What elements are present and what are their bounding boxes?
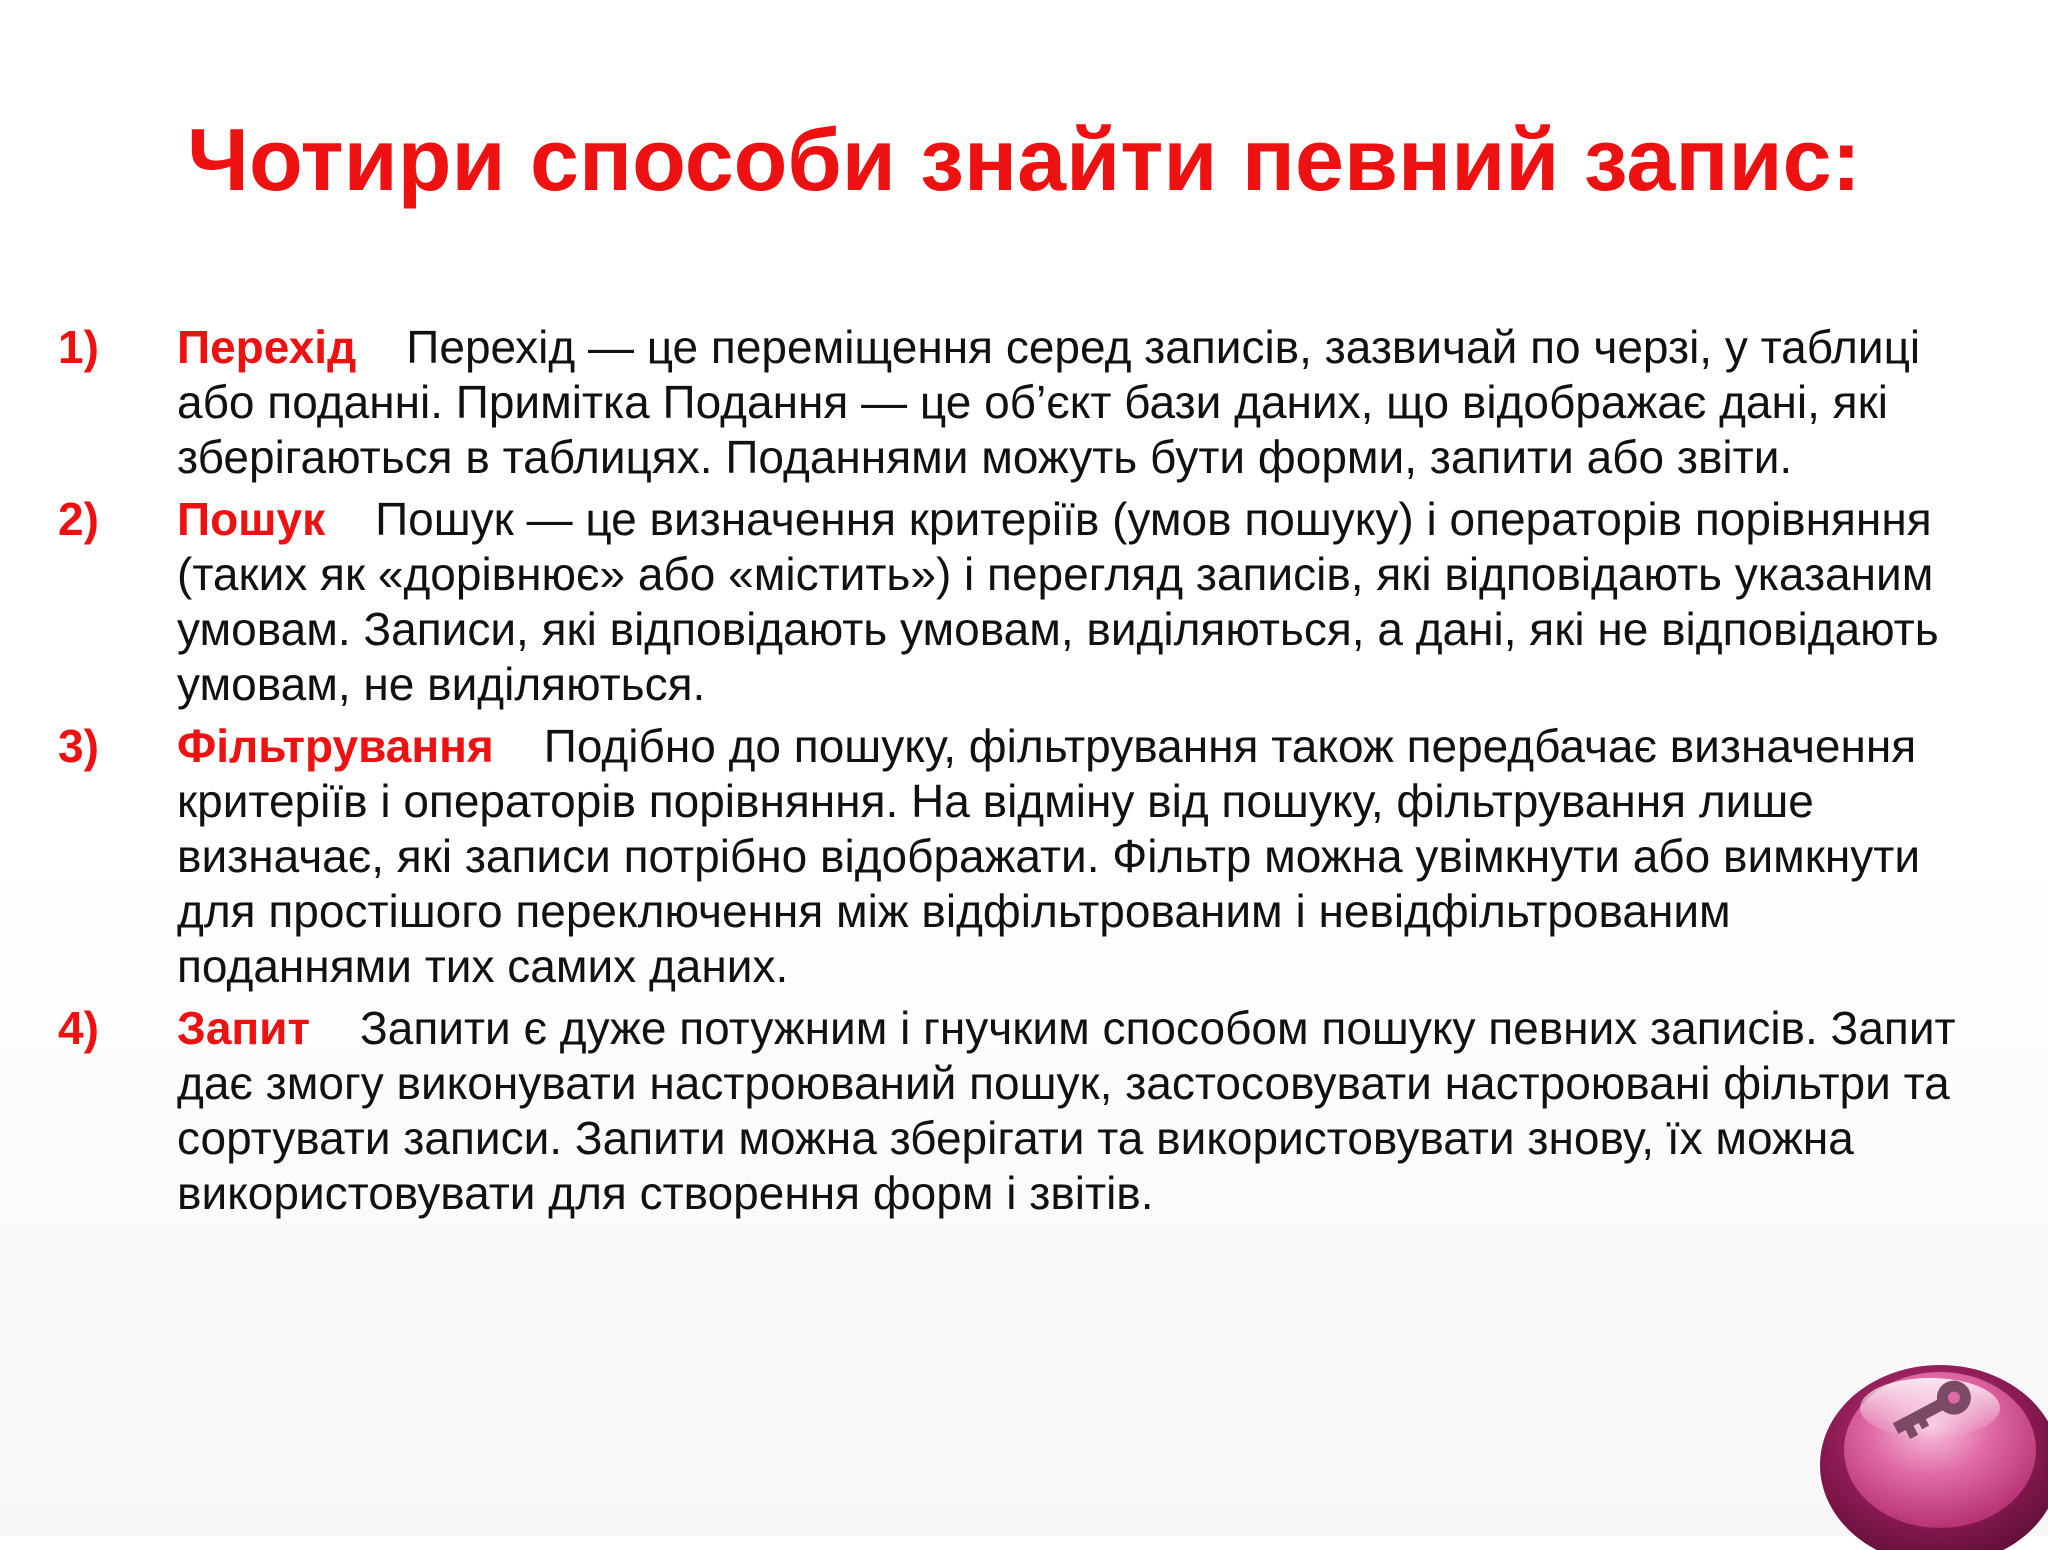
item-number: 1) (58, 321, 99, 373)
item-number: 4) (58, 1002, 99, 1054)
item-text: Перехід — це переміщення серед записів, зазвичай по черзі, у таблиці або поданні. Примітка Подання — це об’єкт бази даних, що відображає дані, які зберігаються в таблицях. Поданнями можуть бути форми, запити або звіти. (177, 321, 1921, 483)
access-logo (1790, 1330, 2048, 1550)
methods-list (58, 320, 1958, 1228)
list-item (58, 492, 1958, 712)
item-number: 2) (58, 493, 99, 545)
list-item (58, 719, 1958, 994)
list-item (58, 1001, 1958, 1221)
item-number: 3) (58, 720, 99, 772)
item-term: Фільтрування (177, 720, 494, 772)
item-text: Подібно до пошуку, фільтрування також передбачає визначення критеріїв і операторів порівняння. На відміну від пошуку, фільтрування лише визначає, які записи потрібно відображати. Фільтр можна увімкнути або вимкнути для простішого переключення між відфільтрованим і невідфільтрованим поданнями тих самих даних. (177, 720, 1921, 992)
slide-title: Чотири способи знайти певний запис: (187, 110, 1861, 209)
item-text: Пошук — це визначення критеріїв (умов пошуку) і операторів порівняння (таких як «дорівнює» або «містить») і перегляд записів, які відповідають указаним умовам. Записи, які відповідають умовам, виділяються, а дані, які не відповідають умовам, не виділяються. (177, 493, 1939, 710)
item-term: Запит (177, 1002, 310, 1054)
item-term: Пошук (177, 493, 326, 545)
list-item (58, 320, 1958, 485)
item-text: Запити є дуже потужним і гнучким способом пошуку певних записів. Запит дає змогу виконувати настроюваний пошук, застосовувати настроювані фільтри та сортувати записи. Запити можна зберігати та використовувати знову, їх можна використовувати для створення форм і звітів. (177, 1002, 1956, 1219)
item-term: Перехід (177, 321, 357, 373)
